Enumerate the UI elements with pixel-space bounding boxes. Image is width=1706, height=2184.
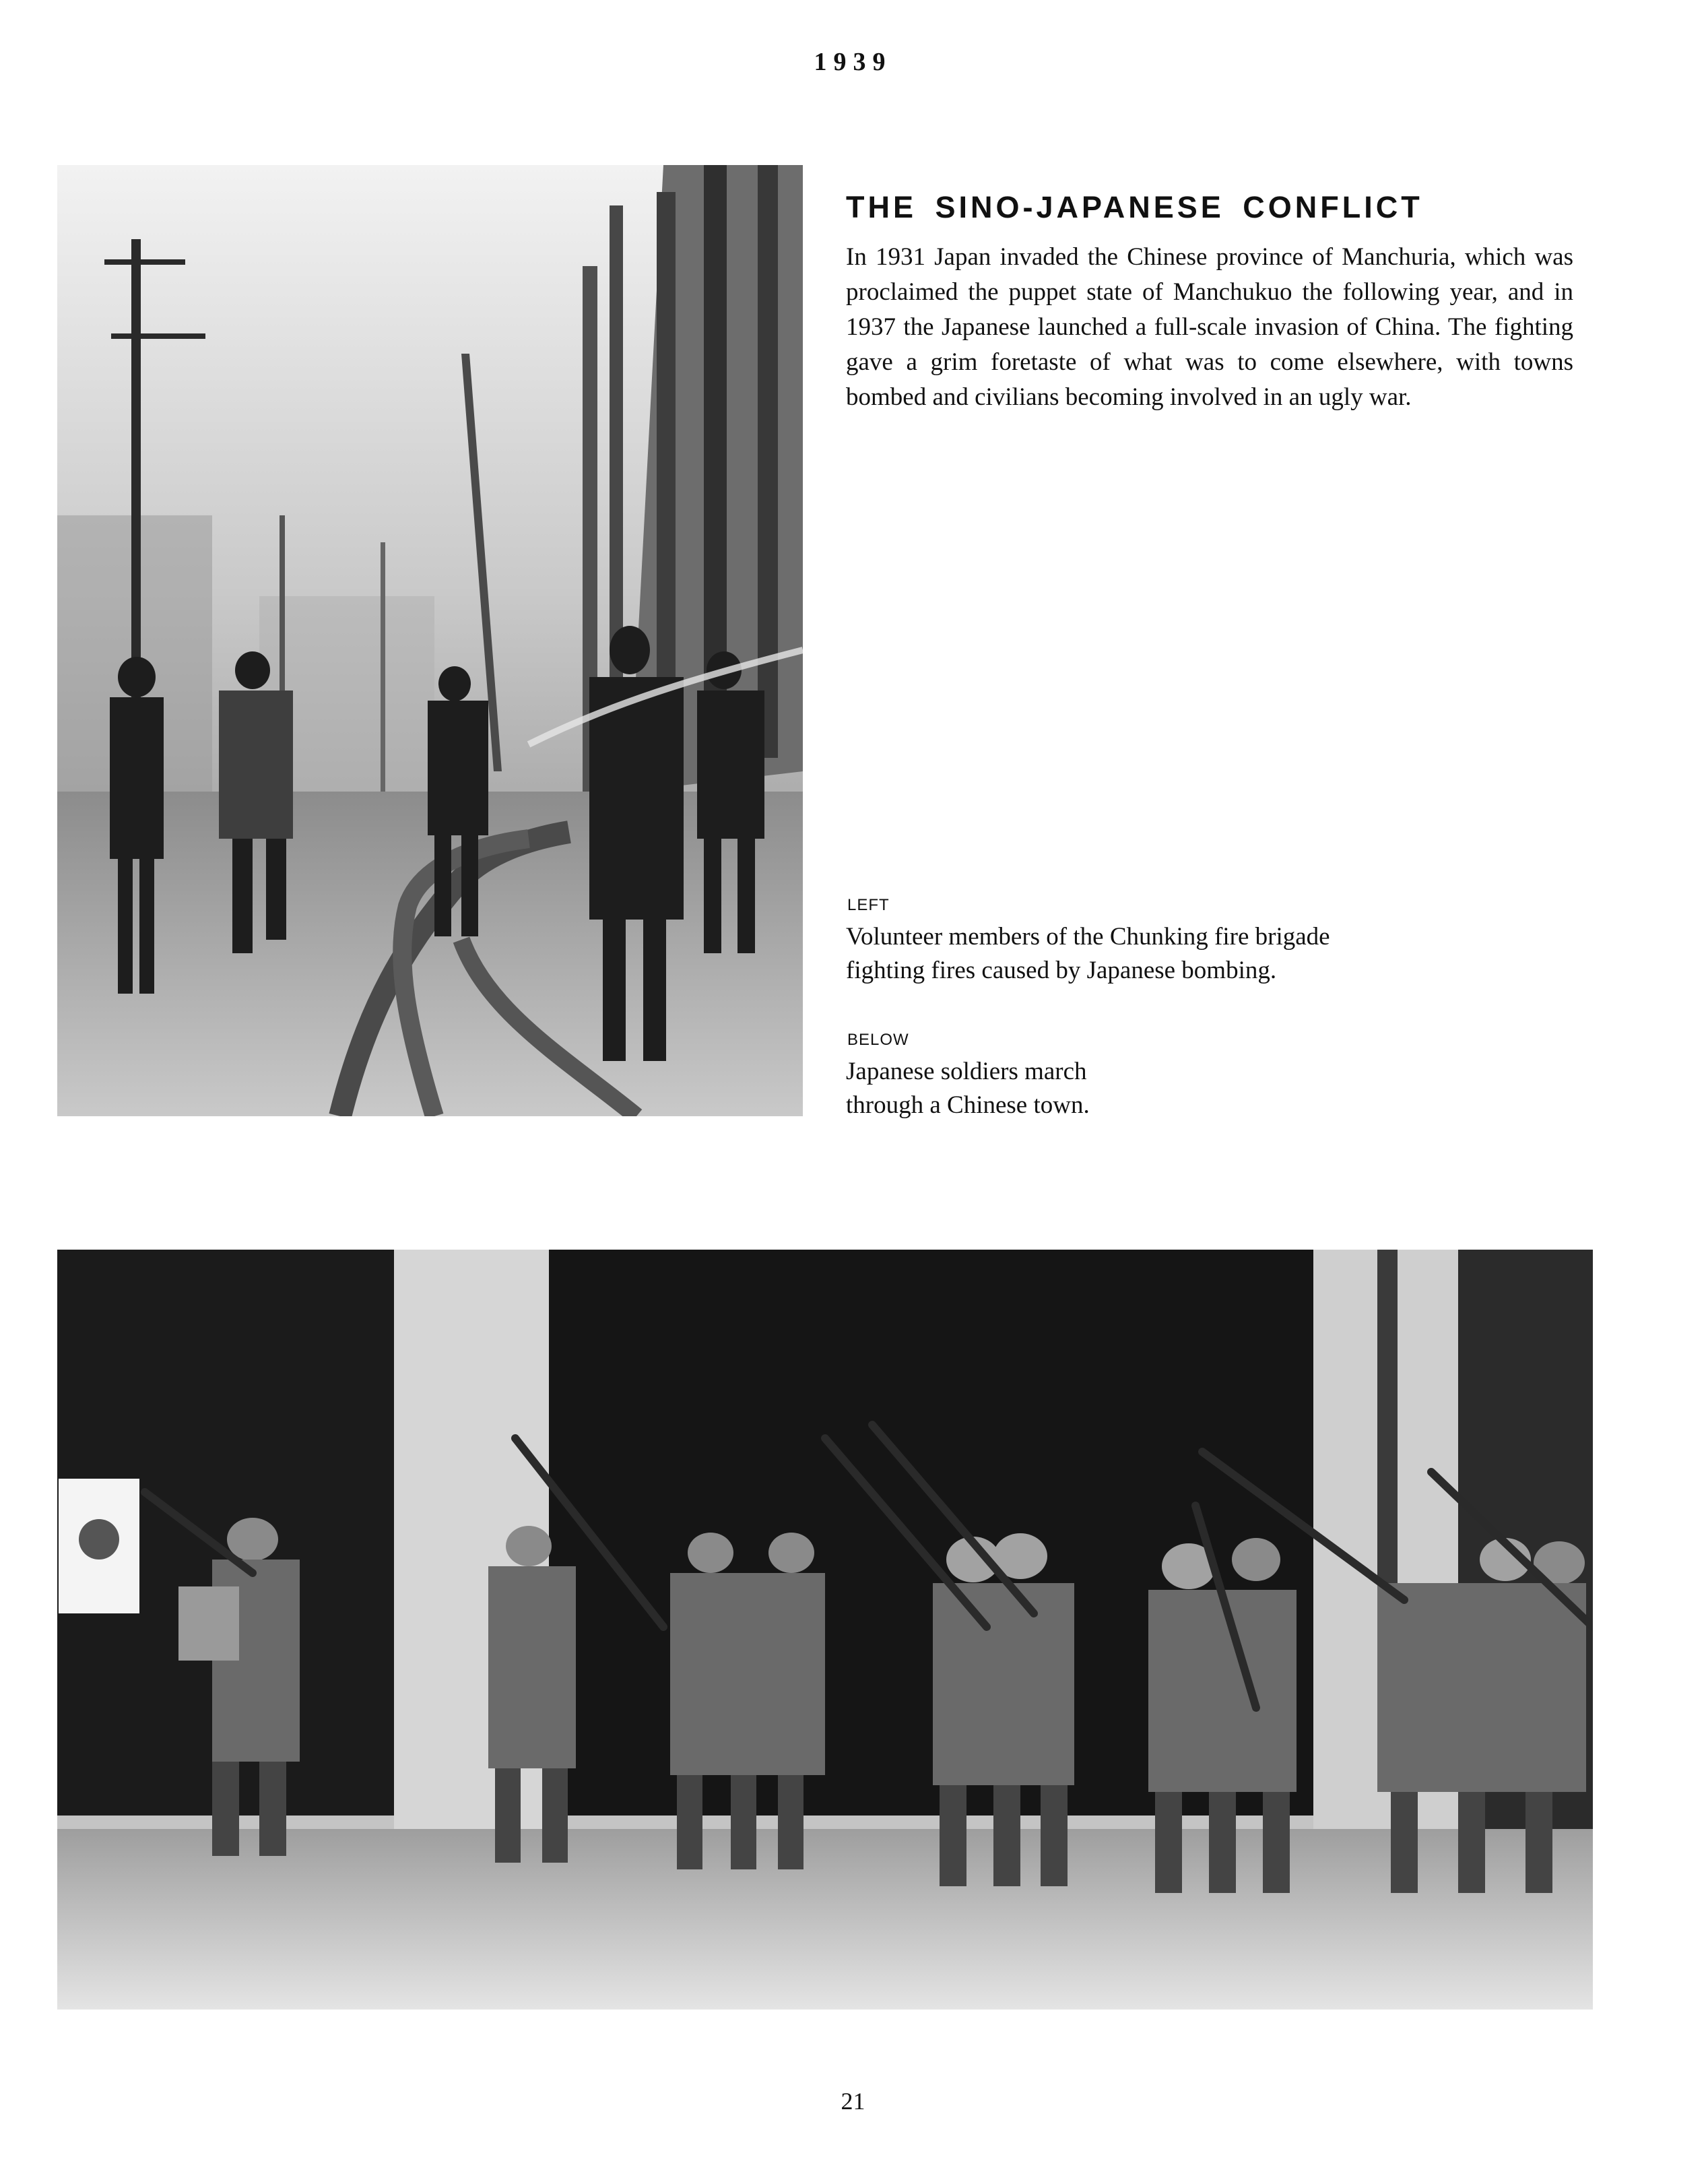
page-year: 1939: [814, 48, 892, 76]
fire-brigade-photo: [57, 165, 803, 1116]
soldiers-marching-photo-image: [57, 1250, 1593, 2010]
article-headline: THE SINO-JAPANESE CONFLICT: [846, 190, 1423, 225]
caption-left-text: Volunteer members of the Chunking fire brigade fighting fires caused by Japanese bombing.: [846, 923, 1330, 984]
caption-below-label: BELOW: [847, 1031, 909, 1049]
caption-left-label: LEFT: [847, 896, 890, 914]
soldiers-marching-photo: [57, 1250, 1593, 2010]
caption-below-text: Japanese soldiers march through a Chinese town.: [846, 1058, 1090, 1119]
fire-brigade-photo-image: [57, 165, 803, 1116]
article-intro: In 1931 Japan invaded the Chinese province of Manchuria, which was proclaimed the puppet state of Manchukuo the following year, and in 1937 the Japanese launched a full-scale invasion of China. The fighting gave a grim foretaste of what was to come elsewhere, with towns bombed and civilians becoming involved in an ugly war.: [846, 243, 1573, 411]
page-number: 21: [841, 2088, 865, 2115]
